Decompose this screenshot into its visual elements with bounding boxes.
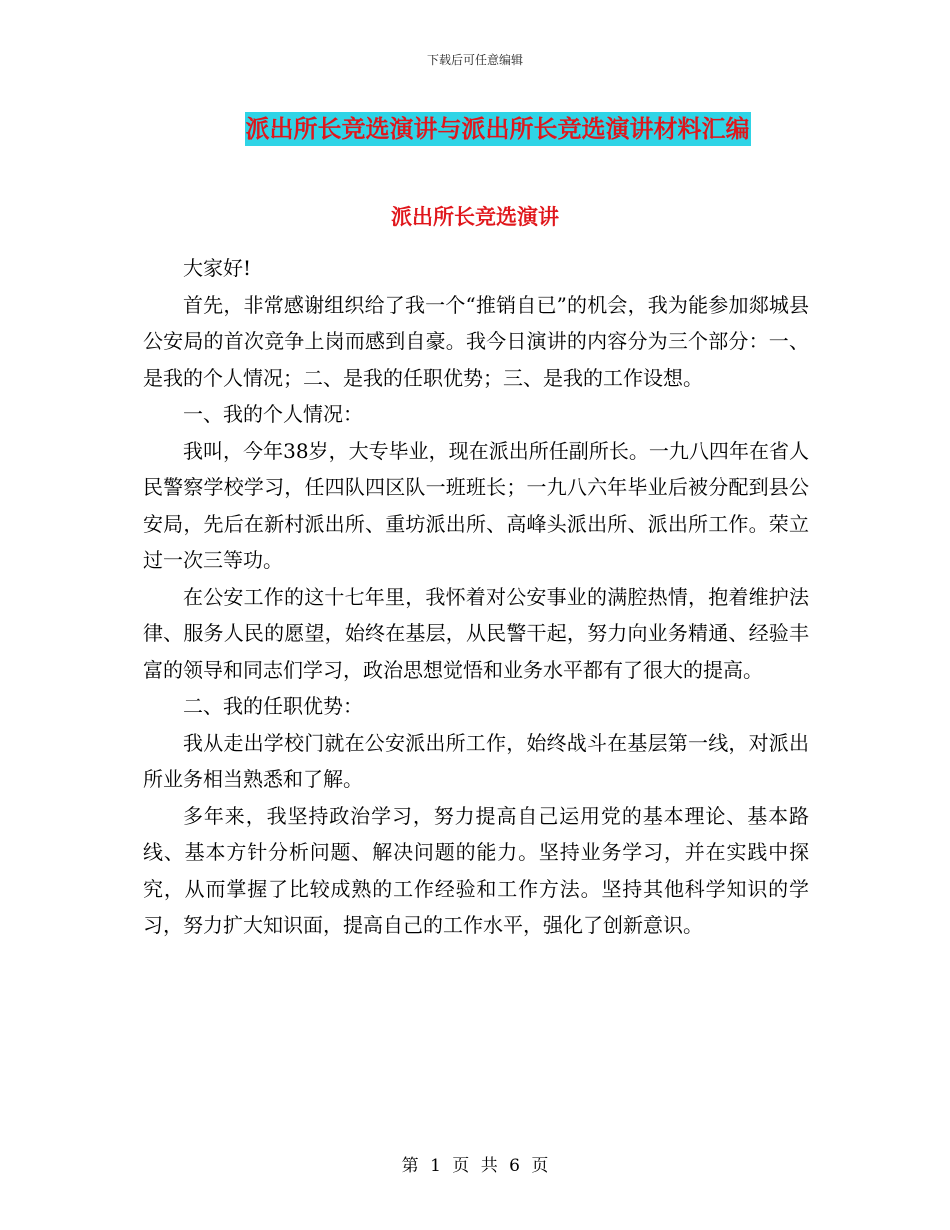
page-footer: 第 1 页 共 6 页 bbox=[401, 1156, 549, 1176]
paragraph-advantage-1: 我从走出学校门就在公安派出所工作，始终战斗在基层第一线，对派出所业务相当熟悉和了解。 bbox=[143, 730, 809, 791]
paragraph-personal-info: 我叫，今年38岁，大专毕业，现在派出所任副所长。一九八四年在省人民警察学校学习，任四队四区队一班班长；一九八六年毕业后被分配到县公安局，先后在新村派出所、重坊派出所、高峰头派出所、派出所工作。荣立过一次三等功。 bbox=[143, 438, 809, 572]
section-heading-personal: 一、我的个人情况： bbox=[183, 402, 363, 426]
paragraph-experience: 在公安工作的这十七年里，我怀着对公安事业的满腔热情，抱着维护法律、服务人民的愿望，始终在基层，从民警干起，努力向业务精通、经验丰富的领导和同志们学习，政治思想觉悟和业务水平都有了很大的提高。 bbox=[143, 584, 809, 682]
paragraph-greeting: 大家好! bbox=[183, 256, 252, 280]
main-title: 派出所长竞选演讲与派出所长竞选演讲材料汇编 bbox=[245, 112, 751, 146]
paragraph-advantage-2: 多年来，我坚持政治学习，努力提高自己运用党的基本理论、基本路线、基本方针分析问题、解决问题的能力。坚持业务学习，并在实践中探究，从而掌握了比较成熟的工作经验和工作方法。坚持其他科学知识的学习，努力扩大知识面，提高自己的工作水平，强化了创新意识。 bbox=[143, 803, 809, 937]
paragraph-intro: 首先，非常感谢组织给了我一个“推销自已”的机会，我为能参加郯城县公安局的首次竞争上岗而感到自豪。我今日演讲的内容分为三个部分：一、是我的个人情况；二、是我的任职优势；三、是我的工作设想。 bbox=[143, 292, 809, 390]
main-title-wrap bbox=[0, 112, 950, 146]
sub-title: 派出所长竞选演讲 bbox=[391, 205, 559, 229]
header-note: 下载后可任意编辑 bbox=[426, 53, 523, 67]
document-body bbox=[143, 250, 809, 944]
section-heading-advantages: 二、我的任职优势： bbox=[183, 694, 363, 718]
